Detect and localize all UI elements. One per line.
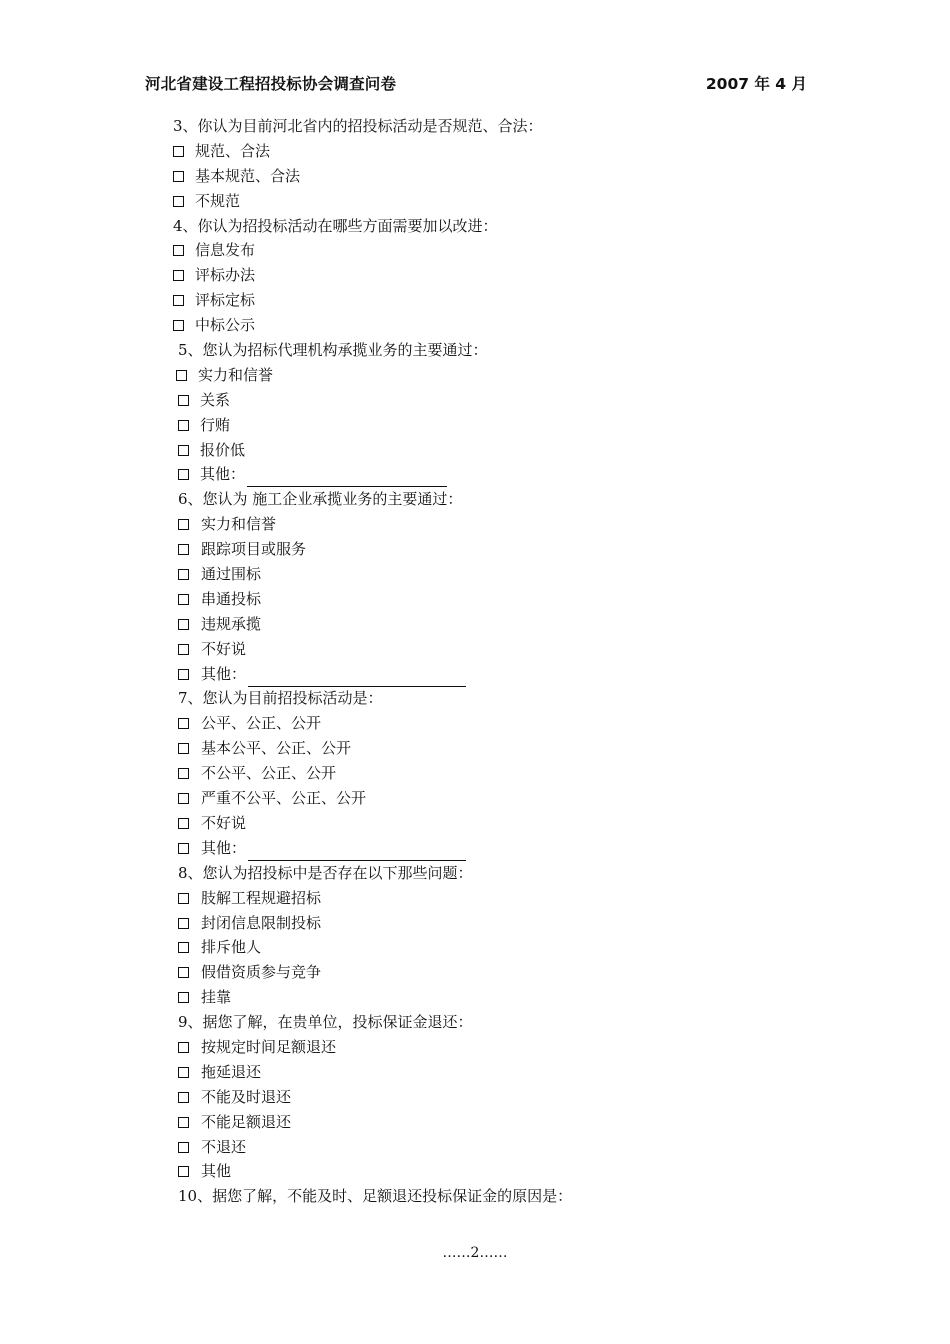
checkbox[interactable] (176, 370, 187, 381)
option-label (201, 537, 306, 562)
option-label (201, 960, 321, 985)
option-row (0, 1110, 950, 1135)
option-label (201, 612, 261, 637)
option-text: 封闭信息限制投标 (201, 913, 322, 932)
checkbox[interactable] (178, 644, 189, 655)
checkbox[interactable] (178, 420, 189, 431)
option-row (0, 512, 950, 537)
option-row (0, 886, 950, 911)
page-number: ……2…… (442, 1245, 508, 1261)
checkbox[interactable] (178, 992, 189, 1003)
option-label (195, 313, 255, 338)
option-text: 不能足额退还 (201, 1112, 292, 1131)
option-row (0, 388, 950, 413)
option-text: 公平、公正、公开 (201, 714, 322, 733)
option-label (201, 637, 246, 662)
checkbox[interactable] (178, 544, 189, 555)
checkbox[interactable] (178, 469, 189, 480)
option-text: 不好说 (201, 639, 247, 658)
option-text: 挂靠 (201, 988, 232, 1007)
option-row (0, 811, 950, 836)
option-text: 不公平、公正、公开 (201, 764, 337, 783)
option-text: 基本公平、公正、公开 (201, 739, 352, 758)
option-label (201, 562, 261, 587)
option-row (0, 139, 950, 164)
other-fill-blank[interactable] (248, 668, 466, 687)
option-text: 不退还 (201, 1137, 247, 1156)
option-label (195, 164, 300, 189)
checkbox[interactable] (178, 793, 189, 804)
option-label (200, 438, 245, 463)
option-row (0, 637, 950, 662)
question-text: 9、据您了解，在贵单位，投标保证金退还： (178, 1013, 473, 1032)
checkbox[interactable] (178, 768, 189, 779)
checkbox[interactable] (178, 1092, 189, 1103)
question-text: 10、据您了解，不能及时、足额退还投标保证金的原因是： (178, 1187, 573, 1206)
option-label (201, 811, 246, 836)
option-text: 实力和信誉 (201, 515, 277, 534)
option-label (201, 587, 261, 612)
option-text: 不能及时退还 (201, 1087, 292, 1106)
option-text: 关系 (200, 390, 231, 409)
option-row (0, 736, 950, 761)
option-row (0, 711, 950, 736)
option-text: 假借资质参与竞争 (201, 963, 322, 982)
checkbox[interactable] (178, 843, 189, 854)
option-label (200, 388, 230, 413)
question-text: 5、您认为招标代理机构承揽业务的主要通过： (178, 341, 488, 360)
option-text: 严重不公平、公正、公开 (201, 789, 367, 808)
question-8 (0, 861, 950, 886)
option-text: 拖延退还 (201, 1062, 262, 1081)
option-label (201, 1035, 336, 1060)
option-row (0, 164, 950, 189)
option-text: 行贿 (200, 415, 231, 434)
option-row (0, 985, 950, 1010)
option-text: 跟踪项目或服务 (201, 540, 307, 559)
option-label (195, 288, 255, 313)
option-label (201, 911, 321, 936)
option-text: 其他： (201, 664, 247, 683)
option-row (0, 413, 950, 438)
checkbox[interactable] (178, 569, 189, 580)
other-fill-blank[interactable] (247, 468, 447, 487)
option-row (0, 1135, 950, 1160)
checkbox[interactable] (173, 146, 184, 157)
option-label (200, 462, 447, 487)
checkbox[interactable] (173, 171, 184, 182)
option-text: 不好说 (201, 813, 247, 832)
option-label (201, 836, 466, 861)
option-label (201, 1085, 291, 1110)
option-text: 信息发布 (195, 241, 256, 260)
checkbox[interactable] (173, 295, 184, 306)
option-label (201, 786, 366, 811)
option-label (195, 189, 240, 214)
checkbox[interactable] (178, 594, 189, 605)
checkbox[interactable] (178, 519, 189, 530)
checkbox[interactable] (178, 818, 189, 829)
option-label (201, 736, 351, 761)
option-row (0, 960, 950, 985)
option-row (0, 189, 950, 214)
checkbox[interactable] (178, 718, 189, 729)
question-6 (0, 487, 950, 512)
checkbox[interactable] (178, 942, 189, 953)
option-text: 按规定时间足额退还 (201, 1037, 337, 1056)
option-label (201, 935, 261, 960)
other-fill-blank[interactable] (248, 842, 466, 861)
option-text: 其他： (200, 465, 246, 484)
option-row (0, 313, 950, 338)
option-text: 不规范 (195, 191, 241, 210)
question-5 (0, 338, 950, 363)
survey-title: 河北省建设工程招投标协会调查问卷 (145, 75, 397, 93)
option-row (0, 537, 950, 562)
question-7 (0, 686, 950, 711)
checkbox[interactable] (173, 270, 184, 281)
question-3 (0, 114, 950, 139)
option-row (0, 1159, 950, 1184)
option-row (0, 662, 950, 687)
option-text: 报价低 (200, 440, 246, 459)
checkbox[interactable] (178, 967, 189, 978)
checkbox[interactable] (173, 320, 184, 331)
option-row (0, 238, 950, 263)
checkbox[interactable] (178, 1166, 189, 1177)
option-text: 其他 (201, 1162, 232, 1181)
option-row (0, 786, 950, 811)
option-text: 评标办法 (195, 266, 256, 285)
checkbox[interactable] (178, 1042, 189, 1053)
question-text: 4、你认为招投标活动在哪些方面需要加以改进： (173, 216, 498, 235)
option-text: 排斥他人 (201, 938, 262, 957)
question-text: 8、您认为招投标中是否存在以下那些问题： (178, 863, 473, 882)
option-label (201, 1060, 261, 1085)
checkbox[interactable] (178, 1117, 189, 1128)
option-label (201, 985, 231, 1010)
option-label (201, 711, 321, 736)
option-row (0, 935, 950, 960)
question-4 (0, 214, 950, 239)
option-row (0, 438, 950, 463)
questionnaire-body (0, 114, 950, 1209)
checkbox[interactable] (178, 669, 189, 680)
option-row (0, 562, 950, 587)
option-label (201, 1159, 231, 1184)
option-label (195, 238, 255, 263)
checkbox[interactable] (178, 1142, 189, 1153)
option-text: 其他： (201, 838, 247, 857)
option-text: 规范、合法 (195, 141, 271, 160)
question-text: 3、你认为目前河北省内的招投标活动是否规范、合法： (173, 117, 543, 135)
option-text: 中标公示 (195, 316, 256, 335)
survey-date: 2007 年 4 月 (705, 75, 807, 93)
checkbox[interactable] (178, 395, 189, 406)
checkbox[interactable] (178, 1067, 189, 1078)
option-row (0, 288, 950, 313)
option-text: 实力和信誉 (198, 365, 274, 384)
checkbox[interactable] (178, 619, 189, 630)
checkbox[interactable] (178, 743, 189, 754)
option-label (195, 263, 255, 288)
checkbox[interactable] (178, 893, 189, 904)
question-text: 7、您认为目前招投标活动是： (178, 689, 383, 708)
option-label (198, 363, 273, 388)
option-label (200, 413, 230, 438)
option-label (201, 761, 336, 786)
checkbox[interactable] (173, 245, 184, 256)
checkbox[interactable] (173, 196, 184, 207)
option-row (0, 612, 950, 637)
option-label (201, 886, 321, 911)
option-label (201, 512, 276, 537)
option-row (0, 911, 950, 936)
option-row (0, 587, 950, 612)
question-9 (0, 1010, 950, 1035)
option-text: 违规承揽 (201, 614, 262, 633)
checkbox[interactable] (178, 918, 189, 929)
option-label (195, 139, 270, 164)
option-text: 串通投标 (201, 589, 262, 608)
option-text: 通过围标 (201, 565, 262, 584)
option-row (0, 761, 950, 786)
checkbox[interactable] (178, 445, 189, 456)
option-row (0, 1035, 950, 1060)
question-10 (0, 1184, 950, 1209)
option-label (201, 1110, 291, 1135)
option-text: 肢解工程规避招标 (201, 888, 322, 907)
option-label (201, 1135, 246, 1160)
option-text: 基本规范、合法 (195, 166, 301, 185)
option-row (0, 1060, 950, 1085)
option-row (0, 263, 950, 288)
option-row (0, 1085, 950, 1110)
option-row (0, 462, 950, 487)
option-row (0, 363, 950, 388)
option-label (201, 662, 466, 687)
option-text: 评标定标 (195, 291, 256, 310)
question-text: 6、您认为 施工企业承揽业务的主要通过： (178, 490, 463, 509)
option-row (0, 836, 950, 861)
